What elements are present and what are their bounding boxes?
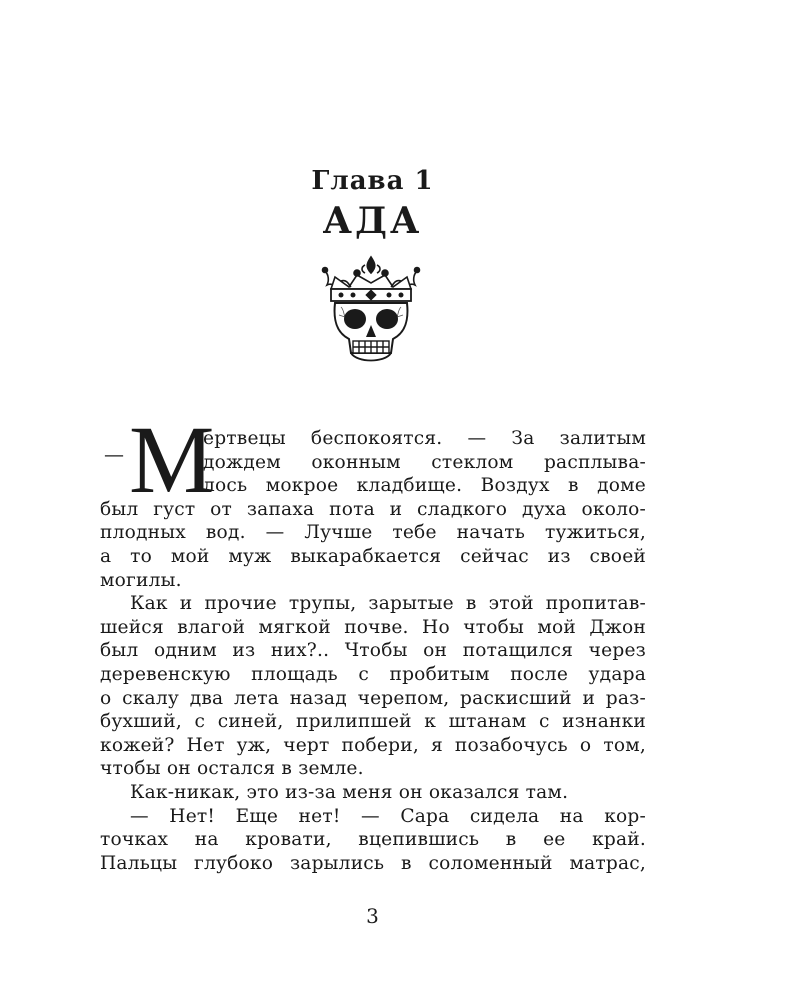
text-line: деревенскую площадь с пробитым после удара: [100, 663, 646, 685]
dropcap-letter: М: [129, 406, 215, 513]
body-text: [100, 427, 646, 875]
text-line: кожей? Нет уж, черт побери, я позабочусь о том,: [100, 734, 646, 756]
text-line: бухший, с синей, прилипшей к штанам с изнанки: [100, 711, 646, 733]
text-line: Как и прочие трупы, зарытые в этой пропитав-: [130, 593, 646, 615]
text-line: ертвецы беспокоятся. — За залитым: [203, 428, 646, 449]
chapter-label: Глава 1: [311, 166, 434, 196]
text-line: плодных вод. — Лучше тебе начать тужиться,: [100, 522, 646, 544]
page-number: 3: [366, 904, 379, 928]
text-line: точках на кровати, вцепившись в ее край.: [100, 829, 646, 851]
text-line: дождем оконным стеклом расплыва-: [203, 451, 646, 473]
text-line: — Нет! Еще нет! — Сара сидела на кор-: [130, 805, 646, 827]
text-line: шейся влагой мягкой почве. Но чтобы мой Джон: [100, 616, 646, 638]
chapter-title: АДА: [322, 200, 423, 242]
crowned-skull-icon: [321, 255, 421, 367]
text-line: чтобы он остался в земле.: [100, 758, 364, 780]
text-line: лось мокрое кладбище. Воздух в доме: [203, 475, 646, 497]
text-line: могилы.: [100, 569, 182, 591]
text-line: был густ от запаха пота и сладкого духа около-: [100, 498, 646, 520]
text-line: о скалу два лета назад черепом, раскисший и раз-: [100, 687, 646, 709]
text-line: Как-никак, это из-за меня он оказался там.: [130, 781, 569, 803]
text-line: Пальцы глубоко зарылись в соломенный матрас,: [100, 852, 646, 874]
dropcap-dash: —: [104, 442, 124, 466]
text-line: был одним из них?.. Чтобы он потащился через: [100, 640, 646, 662]
text-line: а то мой муж выкарабкается сейчас из своей: [100, 545, 646, 567]
